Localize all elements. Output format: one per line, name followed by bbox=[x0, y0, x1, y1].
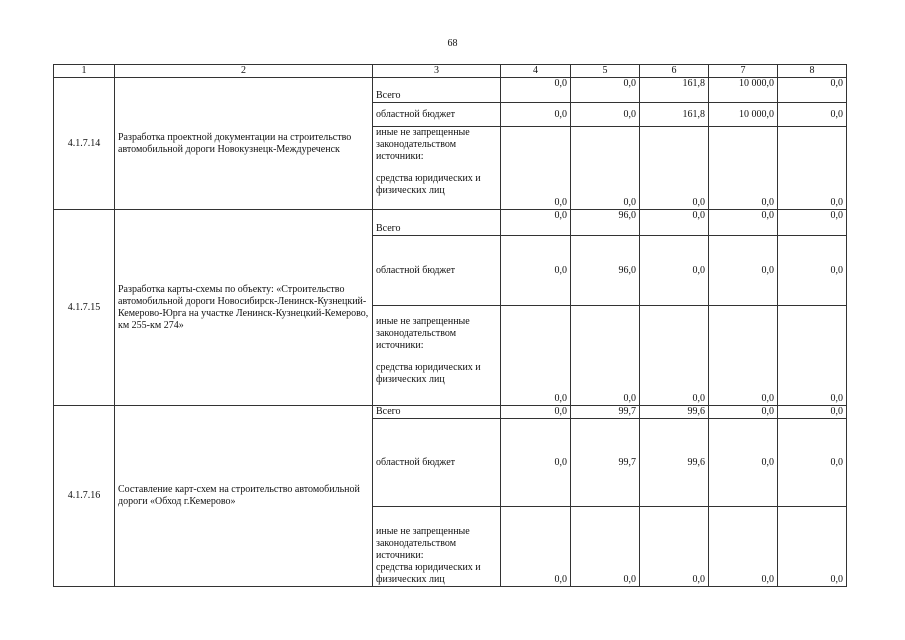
value-cell: 99,6 bbox=[640, 419, 709, 507]
table-row bbox=[54, 210, 847, 236]
column-number: 3 bbox=[373, 65, 501, 78]
value-cell: 0,0 bbox=[778, 210, 847, 236]
column-number: 2 bbox=[115, 65, 373, 78]
funding-source-lead: иные не запрещенные законодательством источники: bbox=[376, 316, 470, 351]
value-cell: 0,0 bbox=[501, 306, 571, 406]
value-cell: 0,0 bbox=[501, 78, 571, 103]
value-cell: 0,0 bbox=[778, 127, 847, 210]
measure-code: 4.1.7.15 bbox=[54, 210, 115, 406]
measure-title: Составление карт-схем на строительство автомобильной дороги «Обход г.Кемерово» bbox=[115, 406, 373, 587]
value-cell: 161,8 bbox=[640, 103, 709, 127]
value-cell: 0,0 bbox=[640, 306, 709, 406]
funding-source-tail: средства юридических и физических лиц bbox=[376, 173, 481, 196]
column-number: 7 bbox=[709, 65, 778, 78]
value-cell: 0,0 bbox=[778, 419, 847, 507]
funding-source-lead: иные не запрещенные законодательством источники: bbox=[376, 127, 470, 162]
funding-source bbox=[373, 127, 501, 210]
value-cell: 10 000,0 bbox=[709, 78, 778, 103]
value-cell: 0,0 bbox=[640, 236, 709, 306]
column-number: 5 bbox=[571, 65, 640, 78]
value-cell: 0,0 bbox=[571, 78, 640, 103]
value-cell: 96,0 bbox=[571, 236, 640, 306]
funding-source-tail: средства юридических и физических лиц bbox=[376, 362, 481, 385]
value-cell: 0,0 bbox=[571, 306, 640, 406]
funding-source bbox=[373, 507, 501, 587]
table-row bbox=[54, 406, 847, 419]
value-cell: 0,0 bbox=[571, 103, 640, 127]
value-cell: 10 000,0 bbox=[709, 103, 778, 127]
value-cell: 0,0 bbox=[778, 507, 847, 587]
funding-source: Всего bbox=[373, 210, 501, 236]
column-number: 4 bbox=[501, 65, 571, 78]
value-cell: 99,7 bbox=[571, 406, 640, 419]
value-cell: 0,0 bbox=[778, 103, 847, 127]
column-number: 8 bbox=[778, 65, 847, 78]
value-cell: 0,0 bbox=[778, 306, 847, 406]
value-cell: 0,0 bbox=[640, 210, 709, 236]
value-cell: 0,0 bbox=[778, 78, 847, 103]
measure-title: Разработка проектной документации на строительство автомобильной дороги Новокузнецк-Междуреченск bbox=[115, 78, 373, 210]
value-cell: 0,0 bbox=[709, 406, 778, 419]
table-row bbox=[54, 78, 847, 103]
value-cell: 0,0 bbox=[709, 419, 778, 507]
funding-source-lead: иные не запрещенные законодательством источники: bbox=[376, 526, 470, 561]
page-number: 68 bbox=[447, 38, 458, 49]
value-cell: 0,0 bbox=[501, 210, 571, 236]
funding-source: Всего bbox=[373, 406, 501, 419]
value-cell: 0,0 bbox=[709, 507, 778, 587]
funding-source: Всего bbox=[373, 78, 501, 103]
value-cell: 0,0 bbox=[640, 127, 709, 210]
value-cell: 0,0 bbox=[709, 236, 778, 306]
value-cell: 161,8 bbox=[640, 78, 709, 103]
value-cell: 0,0 bbox=[501, 419, 571, 507]
funding-source: областной бюджет bbox=[373, 419, 501, 507]
funding-source: областной бюджет bbox=[373, 236, 501, 306]
value-cell: 96,0 bbox=[571, 210, 640, 236]
budget-table bbox=[53, 64, 847, 587]
value-cell: 0,0 bbox=[778, 406, 847, 419]
value-cell: 0,0 bbox=[709, 210, 778, 236]
value-cell: 0,0 bbox=[571, 127, 640, 210]
value-cell: 0,0 bbox=[640, 507, 709, 587]
value-cell: 0,0 bbox=[501, 406, 571, 419]
measure-code: 4.1.7.16 bbox=[54, 406, 115, 587]
value-cell: 99,6 bbox=[640, 406, 709, 419]
measure-code: 4.1.7.14 bbox=[54, 78, 115, 210]
funding-source: областной бюджет bbox=[373, 103, 501, 127]
measure-title: Разработка карты-схемы по объекту: «Строительство автомобильной дороги Новосибирск-Ленинск-Кузнецкий-Кемерово-Юрга на участке Ленинск-Кузнецкий-Кемерово, км 255-км 274» bbox=[115, 210, 373, 406]
value-cell: 0,0 bbox=[709, 306, 778, 406]
value-cell: 0,0 bbox=[709, 127, 778, 210]
value-cell: 0,0 bbox=[571, 507, 640, 587]
value-cell: 0,0 bbox=[501, 507, 571, 587]
value-cell: 0,0 bbox=[501, 103, 571, 127]
column-number-row bbox=[54, 65, 847, 78]
value-cell: 99,7 bbox=[571, 419, 640, 507]
value-cell: 0,0 bbox=[501, 236, 571, 306]
funding-source bbox=[373, 306, 501, 406]
value-cell: 0,0 bbox=[501, 127, 571, 210]
column-number: 6 bbox=[640, 65, 709, 78]
funding-source-tail: средства юридических и физических лиц bbox=[376, 562, 481, 585]
column-number: 1 bbox=[54, 65, 115, 78]
value-cell: 0,0 bbox=[778, 236, 847, 306]
